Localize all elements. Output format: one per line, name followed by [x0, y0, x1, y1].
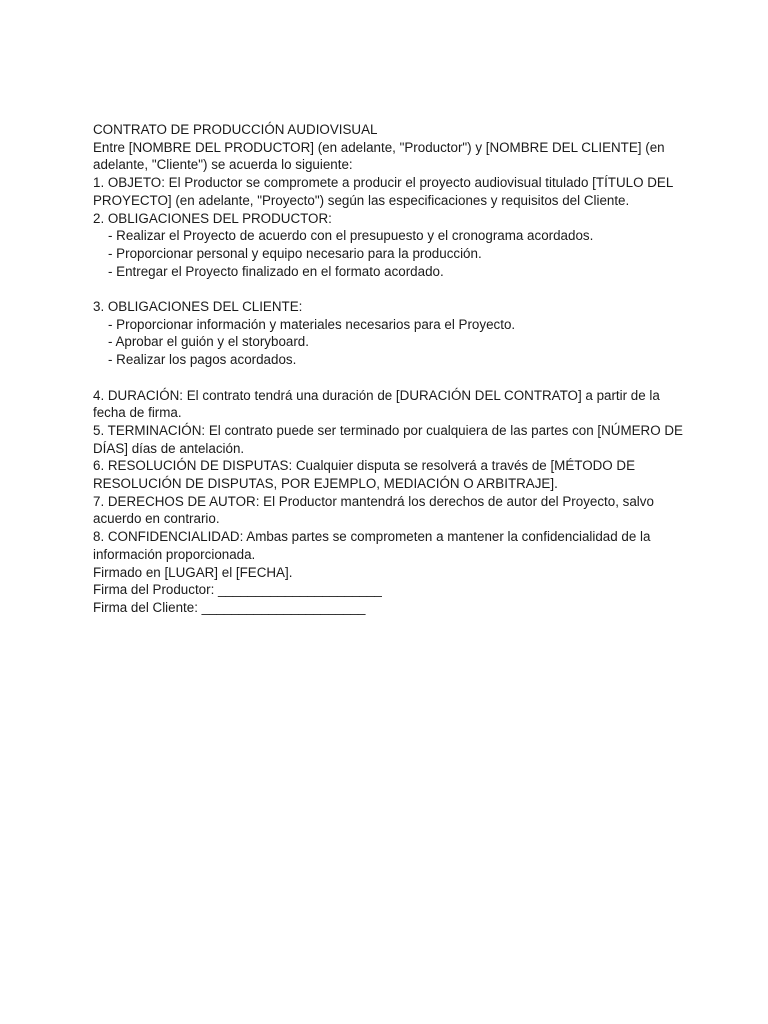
clause-obligaciones-cliente	[93, 298, 683, 369]
clause-terminacion: 5. TERMINACIÓN: El contrato puede ser terminado por cualquiera de las partes con [NÚMERO DE DÍAS] días de antelación.	[93, 422, 683, 456]
signature-block	[93, 581, 683, 616]
contract-document	[93, 121, 683, 617]
list-item: - Entregar el Proyecto finalizado en el formato acordado.	[108, 263, 444, 279]
clause-heading: 3. OBLIGACIONES DEL CLIENTE:	[93, 299, 303, 315]
clause-obligaciones-productor	[93, 210, 683, 281]
list-item: - Aprobar el guión y el storyboard.	[108, 334, 309, 350]
document-title: CONTRATO DE PRODUCCIÓN AUDIOVISUAL	[93, 122, 378, 137]
clause-confidencialidad: 8. CONFIDENCIALIDAD: Ambas partes se comprometen a mantener la confidencialidad de la información proporcionada.	[93, 529, 651, 562]
intro-paragraph: Entre [NOMBRE DEL PRODUCTOR] (en adelante, "Productor") y [NOMBRE DEL CLIENTE] (en adelante, "Cliente") se acuerda lo siguiente:	[93, 139, 665, 173]
signature-line-productor: Firma del Productor: ______________________	[93, 582, 382, 598]
list-item: - Realizar los pagos acordados.	[108, 352, 297, 368]
signed-place-date: Firmado en [LUGAR] el [FECHA].	[93, 564, 293, 580]
signature-line-cliente: Firma del Cliente: ______________________	[93, 599, 366, 615]
clause-duracion: 4. DURACIÓN: El contrato tendrá una duración de [DURACIÓN DEL CONTRATO] a partir de la fecha de firma.	[93, 387, 660, 421]
clause-derechos: 7. DERECHOS DE AUTOR: El Productor mantendrá los derechos de autor del Proyecto, salvo acuerdo en contrario.	[93, 493, 654, 527]
clause-disputas: 6. RESOLUCIÓN DE DISPUTAS: Cualquier disputa se resolverá a través de [MÉTODO DE RESOLUCIÓN DE DISPUTAS, POR EJEMPLO, MEDIACIÓN O ARBITRAJE].	[93, 458, 636, 492]
list-item: - Realizar el Proyecto de acuerdo con el presupuesto y el cronograma acordados.	[108, 228, 594, 244]
clause-objeto: 1. OBJETO: El Productor se compromete a producir el proyecto audiovisual titulado [TÍTULO DEL PROYECTO] (en adelante, "Proyecto") según las especificaciones y requisitos del Cliente.	[93, 175, 673, 208]
list-item: - Proporcionar información y materiales necesarios para el Proyecto.	[108, 316, 516, 332]
clause-heading: 2. OBLIGACIONES DEL PRODUCTOR:	[93, 210, 332, 226]
list-item: - Proporcionar personal y equipo necesario para la producción.	[108, 245, 482, 261]
